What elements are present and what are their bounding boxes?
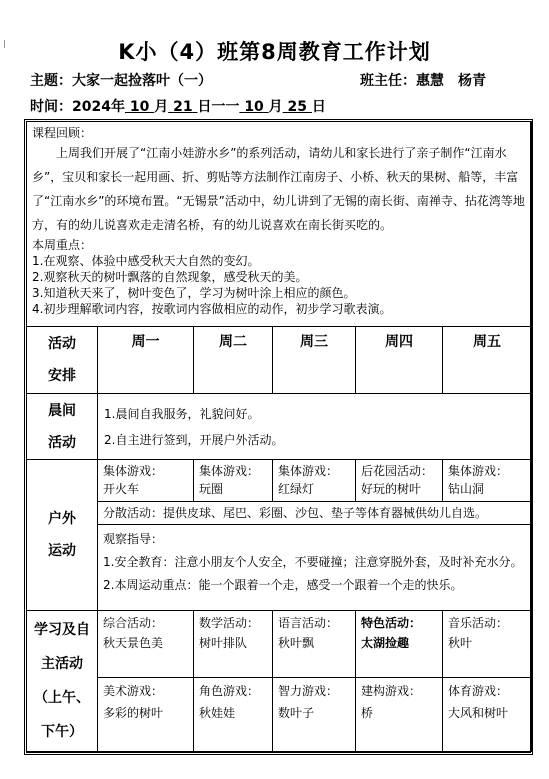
review-section [27,122,532,327]
year: 2024年 [72,99,125,115]
morning-content [98,394,532,460]
outdoor-guide [98,525,532,611]
study-mon-1: 综合活动： 秋天景色美 [98,611,194,678]
outdoor-scattered: 分散活动：提供皮球、尾巴、彩圈、沙包、垫子等体育器械供幼儿自选。 [98,502,532,525]
teacher-names: 惠慧 杨青 [416,73,486,89]
focus-item: 4.初步理解歌词内容，按歌词内容做相应的动作，初步学习歌表演。 [32,302,392,316]
header-friday: 周五 [443,327,532,394]
outdoor-game-tue: 集体游戏： 玩圈 [194,460,273,502]
start-month: 10 [129,99,150,115]
study-thu-1: 特色活动： 太湖捡趣 [356,611,443,678]
morning-item: 2.自主进行签到，开展户外活动。 [104,432,284,447]
outdoor-game-thu: 后花园活动： 好玩的树叶 [356,460,443,502]
study-row-1 [27,611,532,678]
time-line: 时间：2024年 10 月 21 日一一 10 月 25 日 [30,99,326,115]
study-fri-1: 音乐活动： 秋叶 [443,611,532,678]
teacher-label: 班主任： [360,73,416,89]
header-tuesday: 周二 [194,327,273,394]
review-label: 课程回顾： [32,126,93,140]
outdoor-games-row [27,460,532,502]
plan-table [26,121,532,752]
end-month: 10 [244,99,264,115]
morning-row [27,394,532,460]
outdoor-label: 户外 运动 [27,460,98,611]
study-mon-2: 美术游戏： 多彩的树叶 [98,678,194,752]
header-wednesday: 周三 [273,327,356,394]
focus-item: 3.知道秋天来了，树叶变色了，学习为树叶涂上相应的颜色。 [32,286,356,300]
header-activity-plan: 活动 安排 [27,327,98,394]
outdoor-game-mon: 集体游戏： 开火车 [98,460,194,502]
study-label: 学习及自 主活动 （上午、 下午） [27,611,98,752]
page-title: K小（4）班第8周教育工作计划 [118,40,431,64]
study-wed-1: 语言活动： 秋叶飘 [273,611,356,678]
start-day: 21 [173,99,193,115]
focus-label: 本周重点： [32,238,93,252]
review-text: 上周我们开展了“江南小娃游水乡”的系列活动，请幼儿和家长进行了亲子制作“江南水乡”，宝贝和家长一起用画、折、剪贴等方法制作江南房子、小桥、秋天的果树、船等，丰富了“江南水乡”的环境布置。“无锡景”活动中，幼儿讲到了无锡的南长街、南禅寺、拈花湾等地方，有的幼儿说喜欢走走清名桥，有的幼儿说喜欢在南长街买吃的。 [32,146,525,232]
theme-value: 大家一起捡落叶（一） [72,73,212,89]
outdoor-game-wed: 集体游戏： 红绿灯 [273,460,356,502]
theme-line [30,70,212,90]
end-day: 25 [287,99,308,115]
study-tue-1: 数学活动： 树叶排队 [194,611,273,678]
header-monday: 周一 [98,327,194,394]
guide-item: 2.本周运动重点：能一个跟着一个走，感受一个跟着一个走的快乐。 [103,578,463,592]
focus-item: 2.观察秋天的树叶飘落的自然现象，感受秋天的美。 [32,270,308,284]
study-fri-2: 体育游戏： 大风和树叶 [443,678,532,752]
study-row-2 [27,678,532,752]
morning-label: 晨间 活动 [27,394,98,460]
time-label: 时间： [30,99,72,115]
header-row [27,327,532,394]
morning-item: 1.晨间自我服务，礼貌问好。 [104,406,260,421]
header-thursday: 周四 [356,327,443,394]
study-tue-2: 角色游戏： 秋娃娃 [194,678,273,752]
focus-item: 1.在观察、体验中感受秋天大自然的变幻。 [32,254,260,268]
outdoor-game-fri: 集体游戏： 钻山洞 [443,460,532,502]
guide-item: 1.安全教育：注意小朋友个人安全，不要碰撞；注意穿脱外套，及时补充水分。 [103,555,523,569]
guide-label: 观察指导： [103,532,164,546]
theme-label: 主题： [30,73,72,89]
study-thu-2: 建构游戏： 桥 [356,678,443,752]
study-wed-2: 智力游戏： 数叶子 [273,678,356,752]
teacher-line [360,70,486,90]
